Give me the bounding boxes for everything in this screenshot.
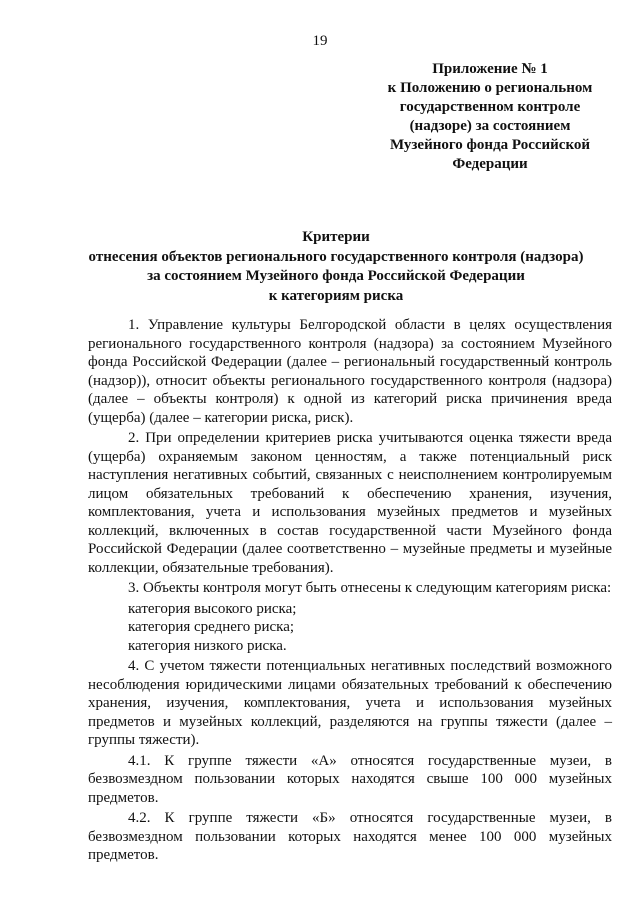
- document-body: [88, 316, 612, 865]
- paragraph-4-2: 4.2. К группе тяжести «Б» относятся государственные музеи, в безвозмездном пользовании которых находятся менее 100 000 музейных предметов.: [88, 810, 612, 863]
- appendix-line: (надзоре) за состоянием: [409, 118, 571, 134]
- appendix-line: Федерации: [452, 156, 528, 172]
- appendix-header: [370, 60, 610, 174]
- title-line: Критерии: [302, 229, 370, 245]
- risk-category-medium: категория среднего риска;: [128, 619, 295, 635]
- paragraph-2: 2. При определении критериев риска учитываются оценка тяжести вреда (ущерба) охраняемым законом ценностям, а также потенциальный риск наступления негативных событий, связанных с неисполнением контролируемым лицом обязательных требований к обеспечению хранения, изучения, комплектования, учета и использования музейных предметов и музейных коллекций, включенных в состав государственной части Музейного фонда Российской Федерации (далее соответственно – музейные предметы и музейные коллекции, обязательные требования).: [88, 430, 612, 576]
- appendix-line: государственном контроле: [399, 99, 581, 115]
- appendix-line: Приложение № 1: [432, 61, 548, 77]
- title-line: к категориям риска: [268, 287, 404, 304]
- appendix-line: Музейного фонда Российской: [389, 137, 591, 153]
- risk-category-high: категория высокого риска;: [128, 600, 297, 617]
- document-title: [60, 228, 612, 306]
- paragraph-1: 1. Управление культуры Белгородской области в целях осуществления регионального государственного контроля (надзора) за состоянием Музейного фонда Российской Федерации (далее – региональный государственный контроль (надзор)), относит объекты регионального государственного контроля (надзора) (далее – объекты контроля) к одной из категорий риска причинения вреда (ущерба) (далее – категории риска, риск).: [88, 317, 612, 426]
- risk-category-low: категория низкого риска.: [128, 637, 287, 654]
- appendix-line: к Положению о региональном: [387, 80, 593, 96]
- paragraph-3: 3. Объекты контроля могут быть отнесены к следующим категориям риска:: [128, 580, 612, 596]
- page-number: 19: [312, 33, 328, 49]
- title-line: за состоянием Музейного фонда Российской Федерации: [147, 268, 525, 284]
- title-line: отнесения объектов регионального государственного контроля (надзора): [88, 248, 584, 265]
- paragraph-4-1: 4.1. К группе тяжести «А» относятся государственные музеи, в безвозмездном пользовании которых находятся свыше 100 000 музейных предметов.: [88, 752, 612, 806]
- paragraph-4: 4. С учетом тяжести потенциальных негативных последствий возможного несоблюдения юридическими лицами обязательных требований к обеспечению хранения, изучения, комплектования, учета и использования музейных предметов и музейных коллекций, разделяются на группы тяжести (далее – группы тяжести).: [88, 658, 612, 748]
